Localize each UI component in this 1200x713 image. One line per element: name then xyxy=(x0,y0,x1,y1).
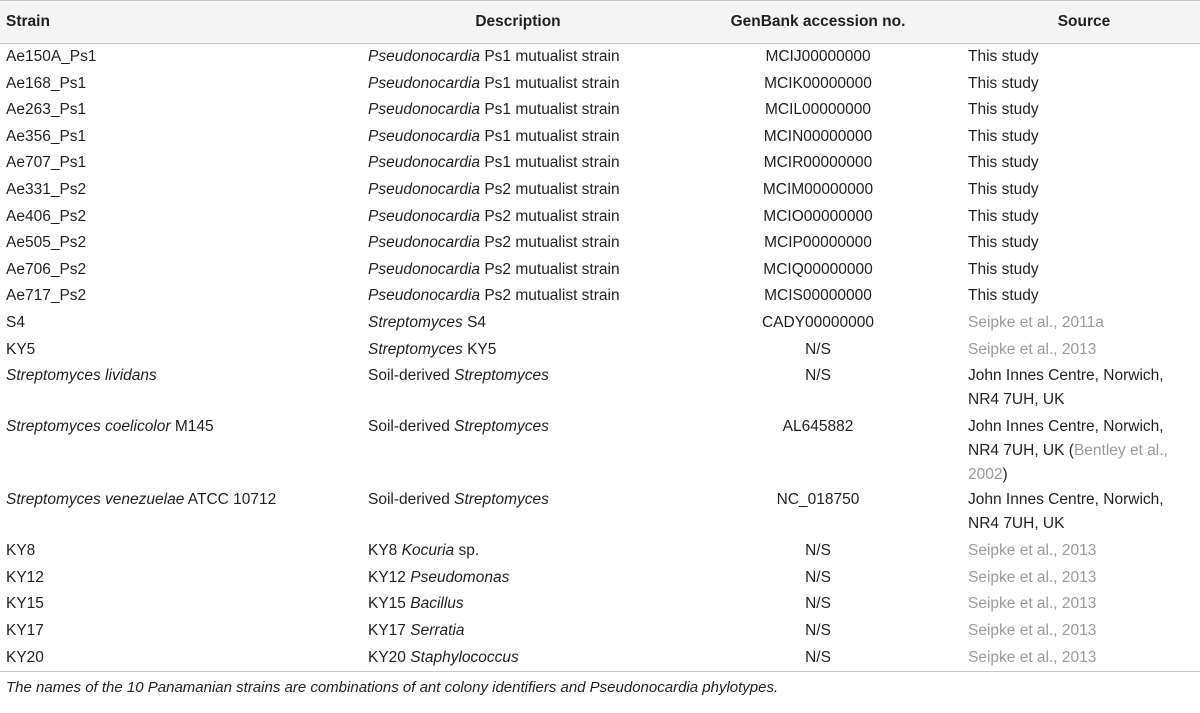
description-cell xyxy=(368,150,668,177)
description-cell xyxy=(368,177,668,204)
accession-cell: MCIO00000000 xyxy=(763,207,873,225)
description-rest: Ps1 mutualist strain xyxy=(480,154,620,172)
strain-cell: Ae331_Ps2 xyxy=(6,180,87,198)
table-row xyxy=(0,124,1200,151)
description-cell xyxy=(368,538,668,565)
description-rest: Ps2 mutualist strain xyxy=(480,234,620,252)
source-cell: This study xyxy=(968,48,1039,65)
description-genus: Pseudonocardia xyxy=(368,260,481,278)
description-rest: Ps2 mutualist strain xyxy=(480,287,620,305)
description-cell xyxy=(368,71,668,98)
strain-cell: KY20 xyxy=(0,645,368,672)
description-prefix: KY8 xyxy=(368,542,402,560)
table-row xyxy=(0,177,1200,204)
accession-cell: N/S xyxy=(668,645,968,672)
description-rest: Ps2 mutualist strain xyxy=(480,207,620,225)
description-prefix: Soil-derived xyxy=(368,367,455,385)
accession-cell: MCIN00000000 xyxy=(763,127,873,145)
table-row xyxy=(0,645,1200,672)
strain-cell: Ae706_Ps2 xyxy=(6,260,87,278)
source-reference-link[interactable]: Seipke et al., 2011a xyxy=(968,313,1104,331)
strain-cell xyxy=(0,363,368,414)
table-row xyxy=(0,538,1200,565)
description-cell xyxy=(368,337,668,364)
source-line: John Innes Centre, Norwich, xyxy=(968,491,1164,509)
description-cell xyxy=(368,257,668,284)
description-genus: Streptomyces xyxy=(368,313,463,331)
source-cell: This study xyxy=(968,260,1039,278)
description-genus: Pseudonocardia xyxy=(368,234,481,252)
source-text: ) xyxy=(1002,466,1008,484)
description-genus: Streptomyces xyxy=(454,367,549,385)
description-prefix: KY17 xyxy=(368,621,411,639)
description-cell xyxy=(368,310,668,337)
strain-cell: S4 xyxy=(6,313,25,331)
table-row xyxy=(0,565,1200,592)
strain-cell: Ae717_Ps2 xyxy=(6,287,87,305)
accession-cell: N/S xyxy=(805,542,831,560)
description-cell xyxy=(368,230,668,257)
description-cell xyxy=(368,645,668,672)
source-cell xyxy=(968,565,1200,592)
source-cell: This study xyxy=(968,127,1039,145)
accession-cell: MCIK00000000 xyxy=(764,74,872,92)
source-reference-link[interactable]: Seipke et al., 2013 xyxy=(968,340,1097,358)
accession-cell: MCIR00000000 xyxy=(763,154,873,172)
accession-cell: MCIL00000000 xyxy=(765,101,871,119)
source-reference-link[interactable]: Bentley et al., xyxy=(1073,442,1168,460)
strain-suffix: ATCC 10712 xyxy=(184,491,277,509)
description-cell xyxy=(368,97,668,124)
description-rest: Ps1 mutualist strain xyxy=(480,48,620,65)
accession-cell: MCIP00000000 xyxy=(764,234,872,252)
accession-cell: N/S xyxy=(805,367,831,385)
strain-cell: Ae168_Ps1 xyxy=(6,74,87,92)
source-cell: This study xyxy=(968,287,1039,305)
table-row xyxy=(0,310,1200,337)
description-genus: Pseudonocardia xyxy=(368,74,481,92)
strain-suffix: M145 xyxy=(170,418,214,436)
description-rest: Ps1 mutualist strain xyxy=(480,101,620,119)
source-reference-link[interactable]: Seipke et al., 2013 xyxy=(968,542,1097,560)
description-genus: Streptomyces xyxy=(454,491,549,509)
source-cell: This study xyxy=(968,207,1039,225)
source-reference-link[interactable]: Seipke et al., 2013 xyxy=(968,568,1097,586)
table-row xyxy=(0,230,1200,257)
description-cell xyxy=(368,565,668,592)
description-cell xyxy=(368,591,668,618)
strain-cell: Ae263_Ps1 xyxy=(6,101,87,119)
source-line: NR4 7UH, UK xyxy=(968,391,1065,409)
table-row xyxy=(0,337,1200,364)
accession-cell: CADY00000000 xyxy=(761,313,875,331)
strain-cell: Ae505_Ps2 xyxy=(6,234,87,252)
table-row xyxy=(0,204,1200,231)
accession-cell: MCIJ00000000 xyxy=(765,48,871,65)
description-genus: Pseudomonas xyxy=(410,568,510,586)
table-row xyxy=(0,71,1200,98)
accession-cell: MCIM00000000 xyxy=(762,180,874,198)
strain-cell xyxy=(0,487,368,538)
table-row xyxy=(0,487,1200,538)
description-genus: Streptomyces xyxy=(368,340,463,358)
table-header xyxy=(0,1,1200,44)
header-strain: Strain xyxy=(0,1,368,44)
strain-cell: KY12 xyxy=(6,568,44,586)
strain-cell: Ae707_Ps1 xyxy=(6,154,87,172)
description-cell xyxy=(368,44,668,71)
table-row xyxy=(0,618,1200,645)
source-cell xyxy=(968,538,1200,565)
header-row xyxy=(0,1,1200,44)
description-genus: Pseudonocardia xyxy=(368,101,481,119)
source-reference-link[interactable]: Seipke et al., 2013 xyxy=(968,648,1097,666)
description-prefix: Soil-derived xyxy=(368,491,455,509)
description-genus: Pseudonocardia xyxy=(368,48,481,65)
description-cell xyxy=(368,283,668,310)
accession-cell: AL645882 xyxy=(782,418,854,436)
source-cell: This study xyxy=(968,154,1039,172)
accession-cell: MCIS00000000 xyxy=(764,287,872,305)
description-genus: Pseudonocardia xyxy=(368,180,481,198)
description-cell xyxy=(368,204,668,231)
source-cell xyxy=(968,591,1200,618)
description-rest: Ps1 mutualist strain xyxy=(480,127,620,145)
strain-species: Streptomyces coelicolor xyxy=(6,418,171,436)
source-cell: This study xyxy=(968,234,1039,252)
strain-cell: Ae356_Ps1 xyxy=(6,127,87,145)
description-cell xyxy=(368,414,668,487)
table-footnote: The names of the 10 Panamanian strains are combinations of ant colony identifiers and Pseudonocardia phylotypes. xyxy=(6,679,779,697)
source-line: John Innes Centre, Norwich, xyxy=(968,367,1164,385)
description-prefix: KY15 xyxy=(368,595,411,613)
description-genus: Staphylococcus xyxy=(410,648,519,666)
description-genus: Bacillus xyxy=(410,595,464,613)
description-genus: Kocuria xyxy=(401,542,455,560)
source-reference-link[interactable]: Seipke et al., 2013 xyxy=(968,621,1097,639)
header-accession: GenBank accession no. xyxy=(668,1,968,44)
description-cell xyxy=(368,124,668,151)
source-cell: This study xyxy=(968,101,1039,119)
accession-cell: N/S xyxy=(805,568,831,586)
description-rest: KY5 xyxy=(462,340,497,358)
source-cell: This study xyxy=(968,180,1039,198)
table-row xyxy=(0,283,1200,310)
strain-cell: Ae150A_Ps1 xyxy=(6,48,97,65)
strain-cell: Ae406_Ps2 xyxy=(6,207,87,225)
strain-cell: KY17 xyxy=(6,621,44,639)
description-genus: Pseudonocardia xyxy=(368,207,481,225)
strain-species: Streptomyces venezuelae xyxy=(6,491,185,509)
description-rest: Ps2 mutualist strain xyxy=(480,260,620,278)
description-rest: Ps1 mutualist strain xyxy=(480,74,620,92)
strain-cell: KY15 xyxy=(6,595,44,613)
description-rest: Ps2 mutualist strain xyxy=(480,180,620,198)
source-cell xyxy=(968,645,1200,672)
source-cell xyxy=(968,363,1200,414)
source-line: John Innes Centre, Norwich, xyxy=(968,418,1164,436)
table-body xyxy=(0,44,1200,672)
accession-cell: N/S xyxy=(805,595,831,613)
description-cell xyxy=(368,618,668,645)
accession-cell: N/S xyxy=(805,340,831,358)
source-reference-link[interactable]: Seipke et al., 2013 xyxy=(968,595,1097,613)
description-prefix: KY20 xyxy=(368,648,411,666)
accession-cell: NC_018750 xyxy=(776,491,860,509)
description-prefix: Soil-derived xyxy=(368,418,455,436)
source-cell xyxy=(968,414,1200,487)
table-row xyxy=(0,97,1200,124)
source-cell xyxy=(968,310,1200,337)
table-row xyxy=(0,363,1200,414)
header-description: Description xyxy=(368,1,668,44)
description-prefix: KY12 xyxy=(368,568,411,586)
source-text: NR4 7UH, UK ( xyxy=(968,442,1074,460)
source-cell: This study xyxy=(968,74,1039,92)
strain-cell: KY8 xyxy=(6,542,36,560)
description-genus: Pseudonocardia xyxy=(368,287,481,305)
strain-cell: KY5 xyxy=(6,340,36,358)
description-genus: Streptomyces xyxy=(454,418,549,436)
table-row xyxy=(0,414,1200,487)
table-row xyxy=(0,257,1200,284)
description-genus: Pseudonocardia xyxy=(368,154,481,172)
source-line xyxy=(968,463,1194,487)
table-row xyxy=(0,150,1200,177)
source-line: NR4 7UH, UK xyxy=(968,515,1065,533)
source-cell xyxy=(968,337,1200,364)
description-genus: Pseudonocardia xyxy=(368,127,481,145)
source-line xyxy=(968,439,1194,463)
table-row xyxy=(0,44,1200,71)
strain-species: Streptomyces lividans xyxy=(6,367,157,385)
source-cell xyxy=(968,487,1200,538)
header-source: Source xyxy=(968,1,1200,44)
accession-cell: MCIQ00000000 xyxy=(763,260,873,278)
source-reference-link[interactable]: 2002 xyxy=(968,466,1003,484)
description-rest: sp. xyxy=(454,542,480,560)
table-row xyxy=(0,591,1200,618)
accession-cell: N/S xyxy=(805,621,831,639)
description-rest: S4 xyxy=(462,313,487,331)
description-cell xyxy=(368,487,668,538)
description-genus: Serratia xyxy=(410,621,465,639)
strain-cell xyxy=(0,414,368,487)
description-cell xyxy=(368,363,668,414)
source-cell xyxy=(968,618,1200,645)
